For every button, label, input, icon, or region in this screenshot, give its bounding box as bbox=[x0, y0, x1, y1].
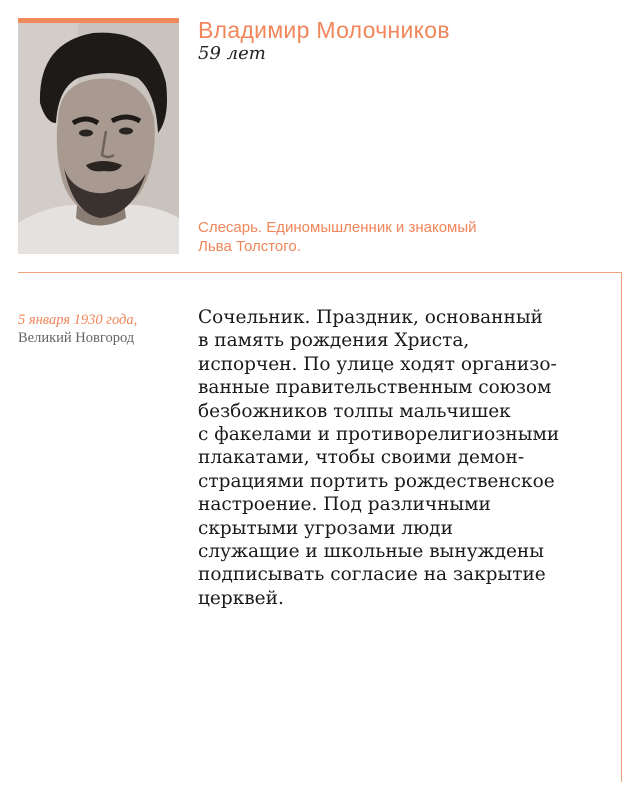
entry-line: церквей. bbox=[198, 587, 284, 609]
occupation-line: Льва Толстого. bbox=[198, 238, 301, 255]
entry-line: Сочельник. Праздник, основанный bbox=[198, 307, 543, 328]
person-age: 59 лет bbox=[198, 43, 266, 64]
entry-line: в память рождения Христа, bbox=[198, 330, 470, 352]
portrait-photo bbox=[18, 18, 179, 254]
entry-line: с факелами и противорелигиозными bbox=[198, 424, 560, 446]
entry-line: ванные правительственным союзом bbox=[198, 377, 552, 399]
diary-entry-text bbox=[198, 306, 608, 610]
entry-line: безбожников толпы мальчишек bbox=[198, 400, 511, 422]
entry-line: испорчен. По улице ходят организо- bbox=[198, 353, 557, 375]
entry-line: скрытыми угрозами люди bbox=[198, 517, 453, 539]
person-name: Владимир Молочников bbox=[198, 17, 450, 43]
entry-line: служащие и школьные вынуждены bbox=[198, 541, 544, 563]
entry-line: страциями портить рождественское bbox=[198, 470, 555, 492]
entry-date: 5 января 1930 года, bbox=[18, 312, 138, 328]
person-occupation bbox=[198, 218, 558, 256]
entry-place: Великий Новгород bbox=[18, 330, 135, 346]
entry-line: подписывать согласие на закрытие bbox=[198, 564, 546, 586]
entry-line: настроение. Под различными bbox=[198, 494, 491, 516]
occupation-line: Слесарь. Единомышленник и знакомый bbox=[198, 219, 477, 236]
entry-line: плакатами, чтобы своими демон- bbox=[198, 447, 525, 469]
